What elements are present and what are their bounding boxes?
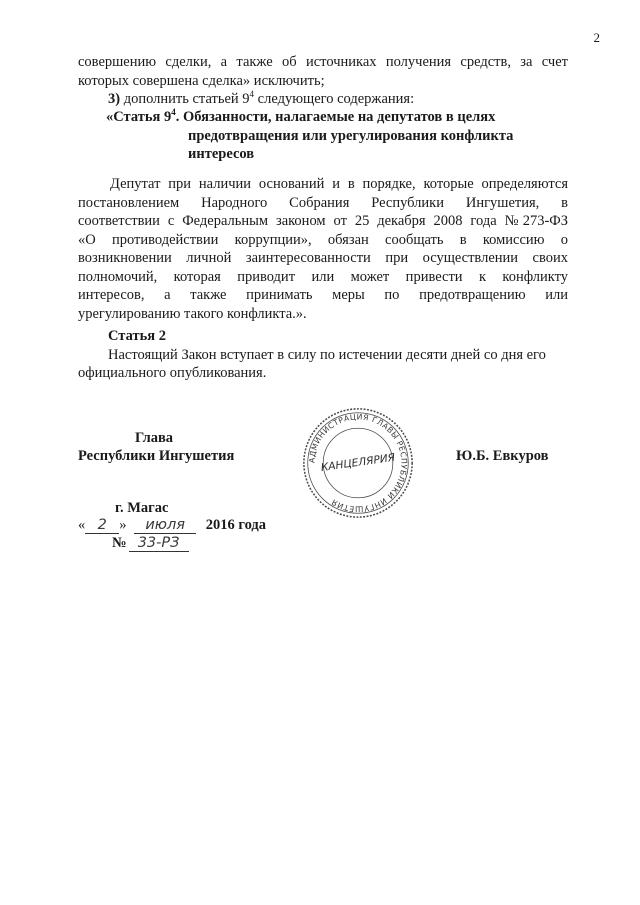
article-2	[78, 327, 568, 383]
signatory-title-line-2: Республики Ингушетия	[78, 448, 235, 464]
city: г. Магас	[115, 500, 169, 516]
body-line-3: соответствии с Федеральным законом от 25 декабря 2008 года №273-ФЗ	[78, 213, 568, 229]
article-title-sup: 4	[171, 107, 176, 118]
office-stamp	[300, 405, 416, 521]
article-title-prefix: «Статья 9	[106, 109, 172, 125]
article-2-line-1: Настоящий Закон вступает в силу по истечении десяти дней со дня его	[108, 346, 546, 363]
signing-date	[78, 517, 266, 534]
article-9-4-body	[78, 175, 568, 323]
body-line-8: урегулированию такого конфликта.».	[78, 305, 307, 322]
article-2-heading: Статья 2	[108, 328, 166, 344]
date-year: 2016 года	[205, 517, 267, 533]
body-line-4: «О противодействии коррупции», обязан сообщать в комиссию о	[78, 231, 568, 248]
law-number-label: №	[112, 535, 127, 551]
item-3-text-after: следующего содержания:	[257, 91, 415, 107]
article-title-line-2: предотвращения или урегулирования конфликта	[188, 127, 514, 144]
stamp-ring-text: АДМИНИСТРАЦИЯ ГЛАВЫ РЕСПУБЛИКИ ИНГУШЕТИЯ	[307, 412, 409, 514]
intro-line-2: которых совершена сделка» исключить;	[78, 72, 325, 89]
date-close-quote: »	[119, 517, 127, 533]
item-3-number: 3)	[108, 91, 121, 107]
body-line-7: интересов, а также принимать меры по предотвращению или	[78, 287, 568, 303]
item-3	[108, 90, 568, 109]
item-3-sup: 4	[249, 89, 255, 100]
stamp-center-text: КАНЦЕЛЯРИЯ	[319, 450, 396, 475]
article-2-line-2: официального опубликования.	[78, 365, 267, 381]
date-month: июля	[134, 517, 196, 534]
law-number	[112, 535, 189, 552]
article-title-line-1: . Обязанности, налагаемые на депутатов в целях	[175, 109, 496, 125]
body-line-5: возникновении личной заинтересованности при осуществлении своих	[78, 250, 568, 266]
item-3-text: дополнить статьей 9	[123, 91, 250, 107]
date-open-quote: «	[78, 517, 86, 533]
article-title-line-3: интересов	[188, 146, 255, 162]
article-9-4-title	[106, 108, 576, 164]
signatory-title-line-1: Глава	[135, 430, 174, 446]
body-line-6: полномочий, которая приводит или может привести к конфликту	[78, 268, 568, 285]
intro-line-1: совершению сделки, а также об источниках получения средств, за счет	[78, 54, 568, 70]
signatory-name: Ю.Б. Евкуров	[456, 448, 549, 464]
body-line-2: постановлением Народного Собрания Республики Ингушетия, в	[78, 194, 568, 211]
body-line-1: Депутат при наличии оснований и в порядке, которые определяются	[110, 176, 568, 192]
law-number-value: 33-РЗ	[129, 535, 189, 552]
intro-paragraph	[78, 53, 568, 90]
page-number: 2	[593, 30, 600, 45]
date-day: 2	[85, 517, 119, 534]
